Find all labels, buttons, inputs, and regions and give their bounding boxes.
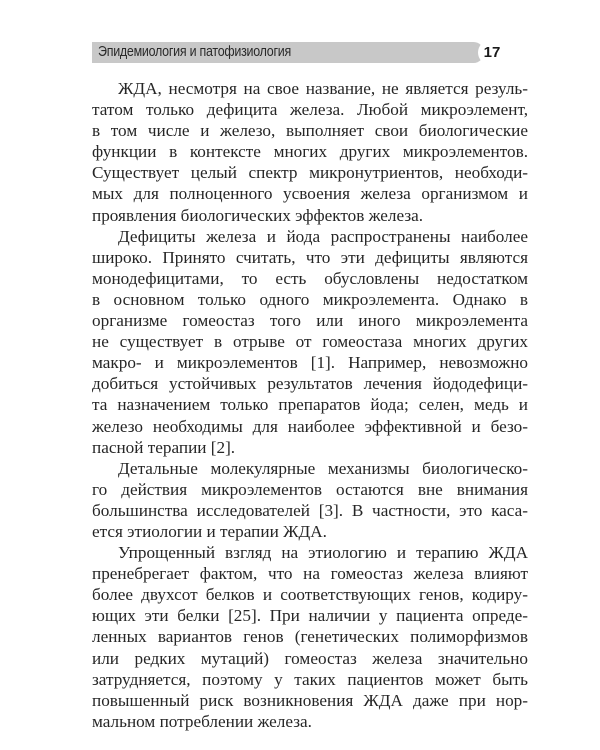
text-line: пренебрегает фактом, что на гомеостаз железа влияют <box>92 564 528 584</box>
paragraph <box>92 78 528 226</box>
text-line: организме гомеостаз того или иного микроэлемента <box>92 311 528 331</box>
text-line: ется этиологии и терапии ЖДА. <box>92 521 327 541</box>
text-line: мальном потреблении железа. <box>92 711 312 731</box>
text-line: железо необходимы для наиболее эффективной и безо- <box>92 416 528 436</box>
text-line: затрудняется, поэтому у таких пациентов может быть <box>92 669 528 689</box>
text-line: ЖДА, несмотря на свое название, не является резуль- <box>118 79 528 98</box>
body-text <box>92 78 528 732</box>
text-line: монодефицитами, то есть обусловлены недостатком <box>92 268 528 288</box>
text-line: добиться устойчивых результатов лечения йододефици- <box>92 374 528 394</box>
text-line: в том числе и железо, выполняет свои биологические <box>92 121 528 141</box>
text-line: или редких мутаций) гомеостаз железа значительно <box>92 648 528 668</box>
text-line: функции в контексте многих других микроэлементов. <box>92 142 528 162</box>
text-line: проявления биологических эффектов железа. <box>92 205 424 225</box>
paragraph <box>92 542 528 732</box>
running-head <box>92 42 484 63</box>
text-line: Дефициты железа и йода распространены наиболее <box>118 226 528 246</box>
text-line: Детальные молекулярные механизмы биологическо- <box>118 458 528 478</box>
text-line: го действия микроэлементов остаются вне внимания <box>92 479 528 499</box>
text-line: более двухсот белков и соответствующих генов, кодиру- <box>92 585 528 605</box>
text-line: не существует в отрыве от гомеостаза многих других <box>92 332 528 352</box>
running-head-title: Эпидемиология и патофизиология <box>98 44 291 60</box>
text-line: макро- и микроэлементов [1]. Например, невозможно <box>92 353 528 373</box>
text-line: широко. Принято считать, что эти дефициты являются <box>92 247 528 267</box>
text-line: та назначением только препаратов йода; селен, медь и <box>92 395 528 415</box>
text-line: татом только дефицита железа. Любой микроэлемент, <box>92 100 528 120</box>
text-line: Упрощенный взгляд на этиологию и терапию ЖДА <box>118 543 528 563</box>
paragraph <box>92 458 528 542</box>
text-line: ленных вариантов генов (генетических полиморфизмов <box>92 627 528 647</box>
text-line: Существует целый спектр микронутриентов, необходи- <box>92 163 528 183</box>
text-line: большинства исследователей [3]. В частности, это каса- <box>92 500 528 520</box>
text-line: ющих эти белки [25]. При наличии у пациента опреде- <box>92 606 528 626</box>
text-line: пасной терапии [2]. <box>92 437 236 457</box>
paragraph <box>92 226 528 458</box>
text-line: повышенный риск возникновения ЖДА даже при нор- <box>92 690 528 710</box>
page-number: 17 <box>478 40 506 65</box>
text-line: мых для полноценного усвоения железа организмом и <box>92 184 528 204</box>
text-line: в основном только одного микроэлемента. Однако в <box>92 289 528 309</box>
